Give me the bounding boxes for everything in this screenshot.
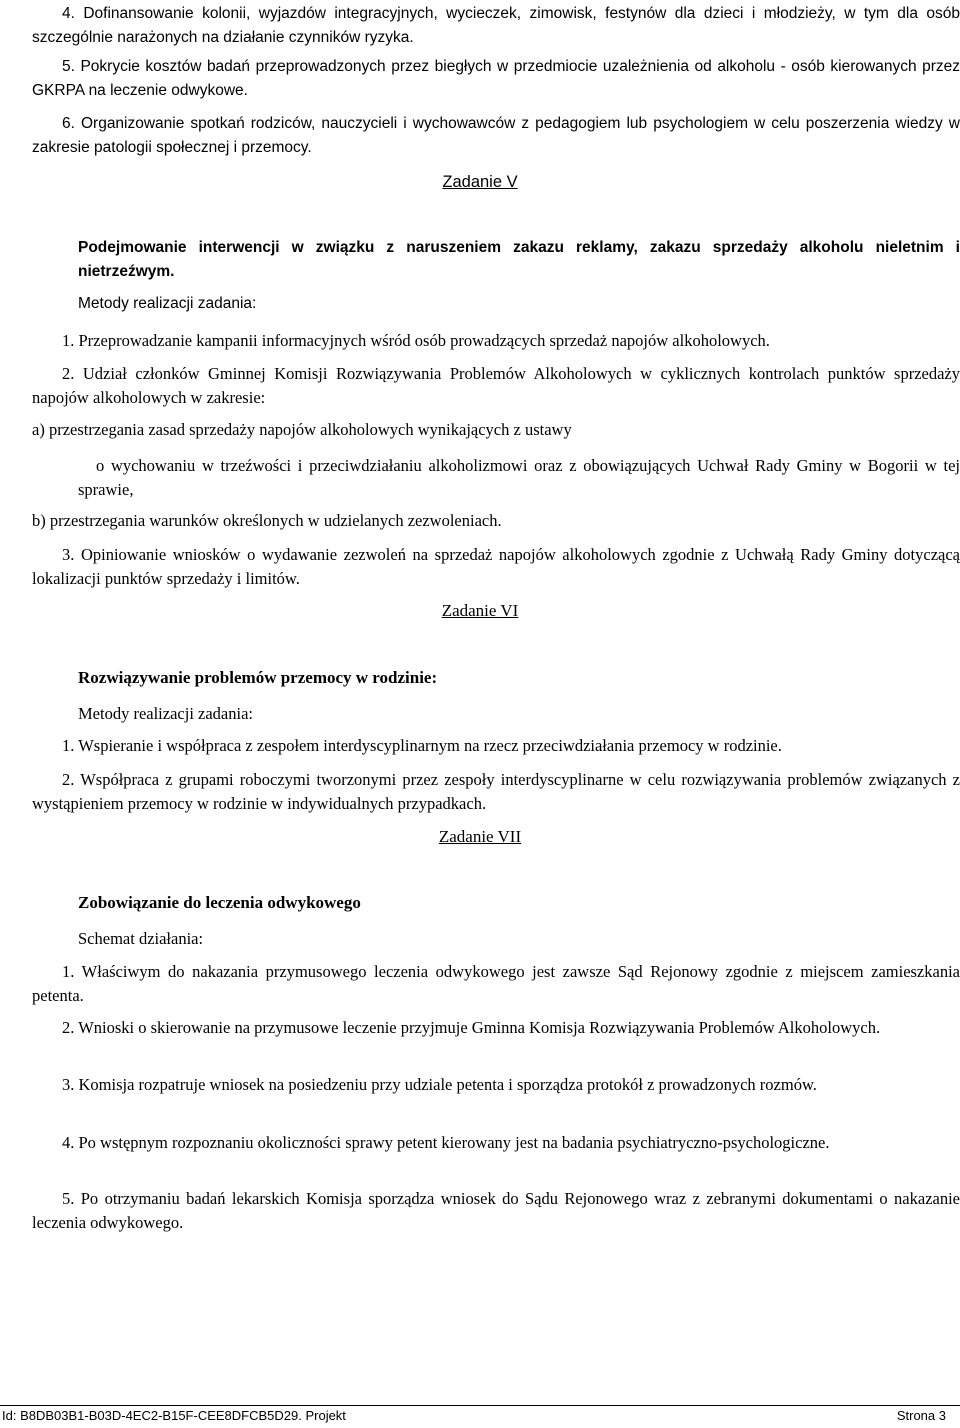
footer-divider <box>0 1405 960 1406</box>
paragraph-intro-item-6: 6. Organizowanie spotkań rodziców, nauczycieli i wychowawców z pedagogiem lub psychologiem w celu poszerzenia wiedzy w zakresie patologii społecznej i przemocy. <box>32 115 960 156</box>
zadanie-v-item-2a: a) przestrzegania zasad sprzedaży napojów alkoholowych wynikających z ustawy <box>32 420 572 439</box>
footer-document-id: Id: B8DB03B1-B03D-4EC2-B15F-CEE8DFCB5D29. Projekt <box>2 1408 346 1423</box>
zadanie-vii-item-5: 5. Po otrzymaniu badań lekarskich Komisja sporządza wniosek do Sądu Rejonowego wraz z zebranymi dokumentami o nakazanie leczenia odwykowego. <box>32 1189 960 1232</box>
zadanie-vii-title: Zobowiązanie do leczenia odwykowego <box>78 893 361 912</box>
zadanie-v-item-2b: b) przestrzegania warunków określonych w udzielanych zezwoleniach. <box>32 511 502 530</box>
zadanie-vii-schema-label: Schemat działania: <box>78 929 204 948</box>
zadanie-v-item-2: 2. Udział członków Gminnej Komisji Rozwiązywania Problemów Alkoholowych w cyklicznych kontrolach punktów sprzedaży napojów alkoholowych w zakresie: <box>32 364 960 407</box>
heading-zadanie-vi: Zadanie VI <box>441 601 519 620</box>
paragraph-intro-item-4: 4. Dofinansowanie kolonii, wyjazdów integracyjnych, wycieczek, zimowisk, festynów dla dzieci i młodzieży, w tym dla osób szczególnie narażonych na działanie czynników ryzyka. <box>32 5 960 46</box>
zadanie-vi-item-2: 2. Współpraca z grupami roboczymi tworzonymi przez zespoły interdyscyplinarne w celu rozwiązywania problemów związanych z wystąpieniem przemocy w rodzinie w indywidualnych przypadkach. <box>32 770 960 813</box>
zadanie-v-item-3: 3. Opiniowanie wniosków o wydawanie zezwoleń na sprzedaż napojów alkoholowych zgodnie z Uchwałą Rady Gminy dotyczącą lokalizacji punktów sprzedaży i limitów. <box>32 545 960 588</box>
zadanie-vii-item-4: 4. Po wstępnym rozpoznaniu okoliczności sprawy petent kierowany jest na badania psychiatryczno-psychologiczne. <box>62 1133 830 1152</box>
zadanie-vi-title: Rozwiązywanie problemów przemocy w rodzinie: <box>78 668 438 687</box>
zadanie-vii-item-1: 1. Właściwym do nakazania przymusowego leczenia odwykowego jest zawsze Sąd Rejonowy zgodnie z miejscem zamieszkania petenta. <box>32 962 960 1005</box>
heading-zadanie-vii: Zadanie VII <box>438 827 522 846</box>
heading-zadanie-v: Zadanie V <box>442 173 518 191</box>
zadanie-vi-item-1: 1. Wspieranie i współpraca z zespołem interdyscyplinarnym na rzecz przeciwdziałania przemocy w rodzinie. <box>62 736 782 755</box>
paragraph-intro-item-5: 5. Pokrycie kosztów badań przeprowadzonych przez biegłych w przedmiocie uzależnienia od alkoholu - osób kierowanych przez GKRPA na leczenie odwykowe. <box>32 58 960 99</box>
zadanie-vii-item-3: 3. Komisja rozpatruje wniosek na posiedzeniu przy udziale petenta i sporządza protokół z prowadzonych rozmów. <box>62 1075 817 1094</box>
zadanie-v-item-2a-bullet: o wychowaniu w trzeźwości i przeciwdziałaniu alkoholizmowi oraz z obowiązujących Uchwał Rady Gminy w Bogorii w tej sprawie, <box>78 456 960 499</box>
zadanie-v-item-1: 1. Przeprowadzanie kampanii informacyjnych wśród osób prowadzących sprzedaż napojów alkoholowych. <box>62 331 770 350</box>
zadanie-vi-methods-label: Metody realizacji zadania: <box>78 704 253 723</box>
zadanie-v-methods-label: Metody realizacji zadania: <box>78 295 257 312</box>
footer-page-number: Strona 3 <box>896 1408 946 1423</box>
zadanie-v-title: Podejmowanie interwencji w związku z naruszeniem zakazu reklamy, zakazu sprzedaży alkoholu nieletnim i nietrzeźwym. <box>78 239 960 280</box>
zadanie-vii-item-2: 2. Wnioski o skierowanie na przymusowe leczenie przyjmuje Gminna Komisja Rozwiązywania Problemów Alkoholowych. <box>62 1018 881 1037</box>
